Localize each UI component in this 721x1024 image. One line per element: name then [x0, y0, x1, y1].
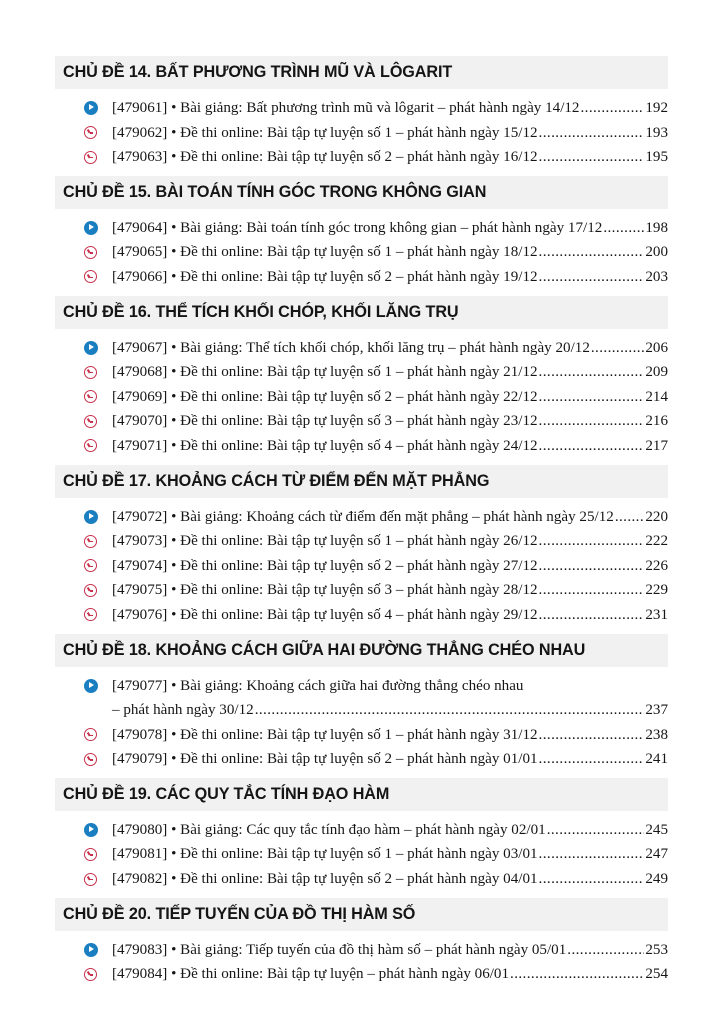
dot-leader — [539, 360, 645, 385]
toc-section — [55, 296, 668, 465]
toc-entry-body — [112, 505, 668, 530]
dot-leader — [539, 867, 645, 892]
page-number: 238 — [645, 726, 668, 743]
section-header — [55, 56, 668, 89]
section-entries — [55, 92, 668, 176]
dot-leader — [539, 145, 645, 170]
section-title: CHỦ ĐỀ 15. BÀI TOÁN TÍNH GÓC TRONG KHÔNG GIAN — [63, 182, 487, 201]
page-number: 200 — [645, 244, 668, 261]
toc-entry-body — [112, 360, 668, 385]
page-number: 214 — [645, 388, 668, 405]
dot-leader — [539, 409, 645, 434]
dot-leader — [547, 818, 645, 843]
section-header — [55, 634, 668, 667]
play-circle-icon — [84, 220, 100, 236]
page-number: 195 — [645, 149, 668, 166]
section-header — [55, 465, 668, 498]
toc-entry[interactable] — [55, 336, 668, 361]
page-number: 249 — [645, 871, 668, 888]
page-number: 254 — [645, 966, 668, 983]
toc-section — [55, 634, 668, 778]
clock-circle-icon — [84, 966, 100, 982]
page-number: 203 — [645, 268, 668, 285]
table-of-contents — [55, 56, 668, 993]
section-entries — [55, 501, 668, 634]
clock-circle-icon-glyph — [84, 728, 97, 741]
clock-circle-icon-glyph — [84, 126, 97, 139]
clock-circle-icon — [84, 607, 100, 623]
toc-entry-line — [112, 529, 668, 554]
toc-entry[interactable] — [55, 578, 668, 603]
dot-leader — [539, 842, 645, 867]
toc-entry[interactable] — [55, 818, 668, 843]
clock-circle-icon — [84, 413, 100, 429]
clock-circle-icon — [84, 244, 100, 260]
clock-circle-icon-glyph — [84, 559, 97, 572]
toc-entry[interactable] — [55, 962, 668, 987]
toc-entry-text: [479071] • Đề thi online: Bài tập tự luyện số 4 – phát hành ngày 24/12 — [112, 437, 538, 454]
play-circle-icon-glyph — [84, 341, 98, 355]
play-circle-icon-glyph — [84, 823, 98, 837]
toc-entry-text: [479069] • Đề thi online: Bài tập tự luyện số 2 – phát hành ngày 22/12 — [112, 388, 538, 405]
dot-leader — [603, 216, 644, 241]
toc-entry-line — [112, 336, 668, 361]
page-number: 209 — [645, 364, 668, 381]
toc-entry-body — [112, 265, 668, 290]
toc-entry-body — [112, 747, 668, 772]
toc-entry-line — [112, 962, 668, 987]
toc-entry-body — [112, 578, 668, 603]
toc-entry-text: [479064] • Bài giảng: Bài toán tính góc trong không gian – phát hành ngày 17/12 — [112, 219, 603, 236]
toc-entry-text: [479079] • Đề thi online: Bài tập tự luyện số 2 – phát hành ngày 01/01 — [112, 751, 538, 768]
clock-circle-icon-glyph — [84, 246, 97, 259]
toc-entry-line — [112, 818, 668, 843]
dot-leader — [539, 747, 645, 772]
clock-circle-icon-glyph — [84, 439, 97, 452]
toc-entry-line — [112, 385, 668, 410]
toc-entry-body — [112, 723, 668, 748]
toc-entry-body — [112, 145, 668, 170]
toc-entry-body — [112, 121, 668, 146]
page-number: 247 — [645, 846, 668, 863]
page-number: 216 — [645, 413, 668, 430]
clock-circle-icon — [84, 125, 100, 141]
toc-entry-text: [479077] • Bài giảng: Khoảng cách giữa hai đường thẳng chéo nhau — [112, 677, 524, 694]
play-circle-icon — [84, 942, 100, 958]
toc-entry-text: [479061] • Bài giảng: Bất phương trình mũ và lôgarit – phát hành ngày 14/12 — [112, 100, 580, 116]
play-circle-icon — [84, 509, 100, 525]
dot-leader — [510, 962, 644, 987]
clock-circle-icon-glyph — [84, 753, 97, 766]
toc-entry-body — [112, 818, 668, 843]
page-number: 220 — [645, 508, 668, 525]
toc-entry-text: [479068] • Đề thi online: Bài tập tự luyện số 1 – phát hành ngày 21/12 — [112, 364, 538, 381]
toc-entry[interactable] — [55, 842, 668, 867]
toc-entry-line — [112, 554, 668, 579]
dot-leader — [539, 265, 645, 290]
dot-leader — [539, 603, 645, 628]
toc-entry-line — [112, 409, 668, 434]
toc-entry-body — [112, 529, 668, 554]
section-header — [55, 296, 668, 329]
toc-entry-body — [112, 240, 668, 265]
toc-entry-line — [112, 145, 668, 170]
section-header — [55, 898, 668, 931]
clock-circle-icon — [84, 582, 100, 598]
clock-circle-icon — [84, 846, 100, 862]
toc-entry[interactable] — [55, 723, 668, 748]
page-number: 222 — [645, 533, 668, 550]
toc-entry[interactable] — [55, 265, 668, 290]
toc-entry[interactable] — [55, 409, 668, 434]
toc-entry-line — [112, 434, 668, 459]
play-circle-icon — [84, 678, 100, 694]
clock-circle-icon-glyph — [84, 848, 97, 861]
clock-circle-icon-glyph — [84, 608, 97, 621]
page-number: 229 — [645, 582, 668, 599]
toc-entry-line — [112, 265, 668, 290]
page-number: 241 — [645, 751, 668, 768]
toc-entry[interactable] — [55, 121, 668, 146]
toc-entry-body — [112, 938, 668, 963]
toc-entry-line — [112, 723, 668, 748]
toc-entry-line — [112, 603, 668, 628]
toc-entry[interactable] — [55, 360, 668, 385]
play-circle-icon-glyph — [84, 221, 98, 235]
toc-entry-line — [112, 698, 668, 723]
toc-section — [55, 176, 668, 296]
section-title: CHỦ ĐỀ 20. TIẾP TUYẾN CỦA ĐỒ THỊ HÀM SỐ — [63, 904, 416, 923]
toc-entry-line — [112, 240, 668, 265]
toc-entry[interactable] — [55, 747, 668, 772]
section-title: CHỦ ĐỀ 19. CÁC QUY TẮC TÍNH ĐẠO HÀM — [63, 784, 390, 803]
toc-entry-line — [112, 867, 668, 892]
play-circle-icon-glyph — [84, 101, 98, 115]
play-circle-icon — [84, 822, 100, 838]
section-entries — [55, 934, 668, 993]
toc-entry-text: – phát hành ngày 30/12 — [112, 702, 254, 719]
toc-entry-text: [479073] • Đề thi online: Bài tập tự luyện số 1 – phát hành ngày 26/12 — [112, 533, 538, 550]
dot-leader — [567, 938, 644, 963]
toc-entry[interactable] — [55, 505, 668, 530]
toc-entry-body — [112, 434, 668, 459]
toc-entry-text: [479081] • Đề thi online: Bài tập tự luyện số 1 – phát hành ngày 03/01 — [112, 846, 538, 863]
clock-circle-icon-glyph — [84, 270, 97, 283]
toc-entry-text: [479075] • Đề thi online: Bài tập tự luyện số 3 – phát hành ngày 28/12 — [112, 582, 538, 599]
toc-entry-text: [479076] • Đề thi online: Bài tập tự luyện số 4 – phát hành ngày 29/12 — [112, 606, 538, 623]
page-number: 193 — [645, 124, 668, 141]
section-entries — [55, 814, 668, 898]
dot-leader — [539, 240, 645, 265]
toc-entry[interactable] — [55, 554, 668, 579]
toc-section — [55, 898, 668, 993]
toc-entry-body — [112, 842, 668, 867]
clock-circle-icon-glyph — [84, 366, 97, 379]
toc-entry-body — [112, 603, 668, 628]
play-circle-icon-glyph — [84, 510, 98, 524]
dot-leader — [539, 554, 645, 579]
clock-circle-icon — [84, 727, 100, 743]
toc-entry-line — [112, 578, 668, 603]
clock-circle-icon — [84, 149, 100, 165]
dot-leader — [591, 336, 644, 361]
clock-circle-icon — [84, 364, 100, 380]
clock-circle-icon — [84, 389, 100, 405]
toc-entry-text: [479072] • Bài giảng: Khoảng cách từ điểm đến mặt phẳng – phát hành ngày 25/12 — [112, 508, 614, 525]
toc-entry-body — [112, 962, 668, 987]
toc-entry[interactable] — [55, 938, 668, 963]
section-entries — [55, 670, 668, 778]
toc-entry-body — [112, 216, 668, 241]
clock-circle-icon-glyph — [84, 415, 97, 428]
clock-circle-icon — [84, 871, 100, 887]
toc-entry-body — [112, 554, 668, 579]
toc-entry[interactable] — [55, 867, 668, 892]
toc-entry-text: [479070] • Đề thi online: Bài tập tự luyện số 3 – phát hành ngày 23/12 — [112, 413, 538, 430]
section-title: CHỦ ĐỀ 18. KHOẢNG CÁCH GIỮA HAI ĐƯỜNG THẲNG CHÉO NHAU — [63, 640, 586, 659]
clock-circle-icon — [84, 558, 100, 574]
page-number: 226 — [645, 557, 668, 574]
toc-entry-text: [479062] • Đề thi online: Bài tập tự luyện số 1 – phát hành ngày 15/12 — [112, 124, 538, 141]
dot-leader — [255, 698, 645, 723]
toc-entry-line — [112, 96, 668, 121]
toc-entry[interactable] — [55, 674, 668, 723]
toc-entry-text: [479074] • Đề thi online: Bài tập tự luyện số 2 – phát hành ngày 27/12 — [112, 557, 538, 574]
page-number: 206 — [645, 339, 668, 356]
toc-entry[interactable] — [55, 603, 668, 628]
toc-entry-text: [479063] • Đề thi online: Bài tập tự luyện số 2 – phát hành ngày 16/12 — [112, 149, 538, 166]
page-number: 198 — [645, 219, 668, 236]
dot-leader — [539, 434, 645, 459]
toc-entry-text: [479078] • Đề thi online: Bài tập tự luyện số 1 – phát hành ngày 31/12 — [112, 726, 538, 743]
toc-entry-body — [112, 336, 668, 361]
toc-entry-body — [112, 674, 668, 723]
toc-entry-text: [479082] • Đề thi online: Bài tập tự luyện số 2 – phát hành ngày 04/01 — [112, 871, 538, 888]
toc-entry[interactable] — [55, 216, 668, 241]
clock-circle-icon — [84, 751, 100, 767]
section-title: CHỦ ĐỀ 16. THỂ TÍCH KHỐI CHÓP, KHỐI LĂNG TRỤ — [63, 302, 459, 321]
clock-circle-icon — [84, 269, 100, 285]
play-circle-icon — [84, 100, 100, 116]
page-number: 237 — [645, 702, 668, 719]
dot-leader — [539, 578, 645, 603]
toc-entry[interactable] — [55, 240, 668, 265]
dot-leader — [539, 121, 645, 146]
dot-leader — [539, 385, 645, 410]
clock-circle-icon-glyph — [84, 535, 97, 548]
clock-circle-icon-glyph — [84, 151, 97, 164]
play-circle-icon-glyph — [84, 943, 98, 957]
toc-entry-body — [112, 409, 668, 434]
toc-section — [55, 56, 668, 176]
toc-entry-body — [112, 96, 668, 121]
toc-section — [55, 465, 668, 634]
clock-circle-icon — [84, 438, 100, 454]
toc-entry-line — [112, 360, 668, 385]
dot-leader — [615, 505, 645, 530]
toc-entry-text: [479083] • Bài giảng: Tiếp tuyến của đồ thị hàm số – phát hành ngày 05/01 — [112, 941, 567, 958]
toc-entry[interactable] — [55, 96, 668, 121]
toc-entry-body — [112, 867, 668, 892]
play-circle-icon-glyph — [84, 679, 98, 693]
section-title: CHỦ ĐỀ 14. BẤT PHƯƠNG TRÌNH MŨ VÀ LÔGARIT — [63, 63, 453, 81]
toc-entry-body — [112, 385, 668, 410]
clock-circle-icon-glyph — [84, 873, 97, 886]
section-header — [55, 176, 668, 209]
toc-entry-line — [112, 121, 668, 146]
dot-leader — [539, 723, 645, 748]
page-number: 217 — [645, 437, 668, 454]
clock-circle-icon-glyph — [84, 390, 97, 403]
section-entries — [55, 332, 668, 465]
toc-entry[interactable] — [55, 434, 668, 459]
toc-entry-text: [479065] • Đề thi online: Bài tập tự luyện số 1 – phát hành ngày 18/12 — [112, 244, 538, 261]
toc-entry-text: [479066] • Đề thi online: Bài tập tự luyện số 2 – phát hành ngày 19/12 — [112, 268, 538, 285]
section-title: CHỦ ĐỀ 17. KHOẢNG CÁCH TỪ ĐIỂM ĐẾN MẶT PHẲNG — [63, 471, 490, 490]
toc-entry-line — [112, 505, 668, 530]
clock-circle-icon-glyph — [84, 584, 97, 597]
toc-entry-text: [479067] • Bài giảng: Thể tích khối chóp, khối lăng trụ – phát hành ngày 20/12 — [112, 339, 590, 356]
toc-section — [55, 778, 668, 898]
section-entries — [55, 212, 668, 296]
section-header — [55, 778, 668, 811]
clock-circle-icon-glyph — [84, 968, 97, 981]
dot-leader — [580, 96, 644, 121]
toc-entry-line — [112, 216, 668, 241]
toc-entry-line — [112, 938, 668, 963]
toc-entry[interactable] — [55, 529, 668, 554]
toc-entry-text: [479080] • Bài giảng: Các quy tắc tính đạo hàm – phát hành ngày 02/01 — [112, 821, 546, 838]
toc-entry-line — [112, 674, 668, 699]
toc-entry-line — [112, 747, 668, 772]
toc-entry-line — [112, 842, 668, 867]
page-number: 245 — [645, 821, 668, 838]
clock-circle-icon — [84, 533, 100, 549]
page-number: 253 — [645, 941, 668, 958]
page-number: 231 — [645, 606, 668, 623]
page-number: 192 — [645, 100, 668, 116]
dot-leader — [539, 529, 645, 554]
toc-entry-text: [479084] • Đề thi online: Bài tập tự luyện – phát hành ngày 06/01 — [112, 966, 510, 983]
toc-entry[interactable] — [55, 385, 668, 410]
play-circle-icon — [84, 340, 100, 356]
toc-entry[interactable] — [55, 145, 668, 170]
